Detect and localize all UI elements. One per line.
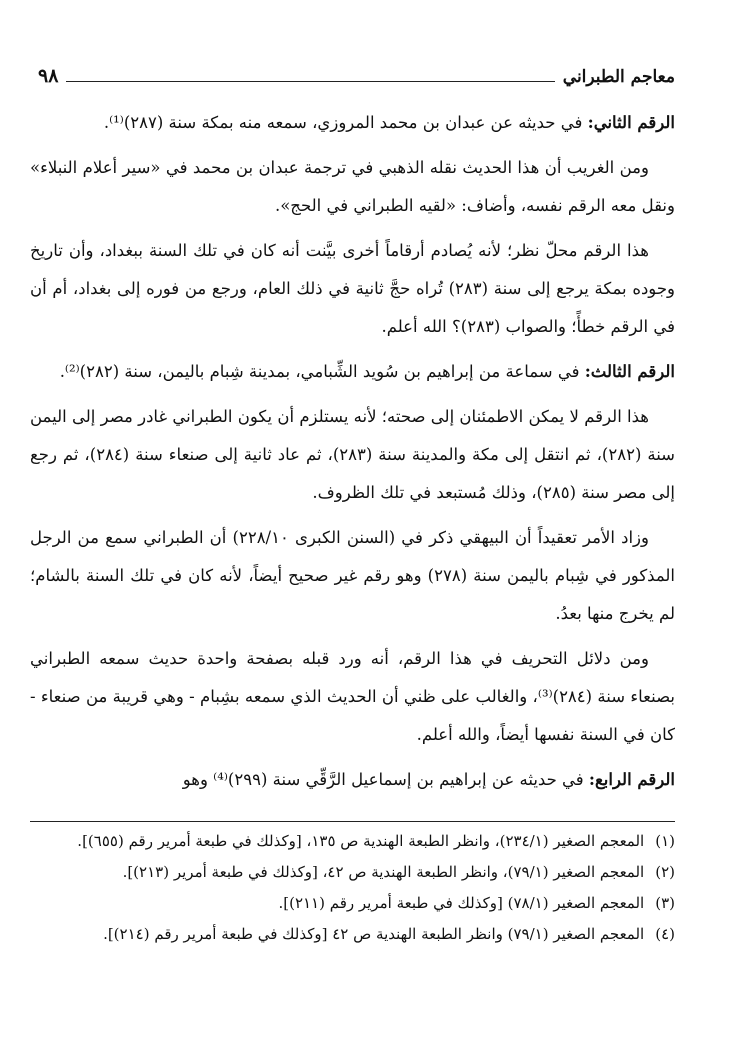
section-lead: الرقم الثالث: bbox=[584, 362, 675, 381]
footnote-number: (٣) bbox=[655, 894, 675, 912]
footnote bbox=[30, 888, 675, 919]
footnote-number: (١) bbox=[655, 832, 675, 850]
paragraph-text: في سماعة من إبراهيم بن سُويد الشِّبامي، بمدينة شِبام باليمن، سنة (٢٨٢)⁽²⁾. bbox=[59, 362, 585, 381]
paragraph bbox=[30, 232, 675, 346]
page bbox=[30, 58, 675, 806]
paragraph bbox=[30, 519, 675, 633]
footnote-text: المعجم الصغير (٢٣٤/١)، وانظر الطبعة الهندية ص ١٣٥، [وكذلك في طبعة أمرير رقم (٦٥٥)]. bbox=[77, 832, 645, 850]
running-title: معاجم الطبراني bbox=[562, 67, 675, 87]
paragraph-text: ومن دلائل التحريف في هذا الرقم، أنه ورد قبله بصفحة واحدة حديث سمعه الطبراني بصنعاء سنة (٢٨٤)⁽³⁾، والغالب على ظني أن الحديث الذي سمعه بشِبام - وهي قريبة من صنعاء - كان في السنة نفسها أيضاً، والله أعلم. bbox=[30, 649, 675, 744]
footnote-rule bbox=[30, 821, 675, 822]
page-header bbox=[30, 58, 675, 86]
paragraph-text: ومن الغريب أن هذا الحديث نقله الذهبي في ترجمة عبدان بن محمد في «سير أعلام النبلاء» ونقل معه الرقم نفسه، وأضاف: «لقيه الطبراني في الحج». bbox=[30, 158, 675, 215]
paragraph-text: في حديثه عن إبراهيم بن إسماعيل الرَّقِّي سنة (٢٩٩)⁽⁴⁾ وهو bbox=[182, 770, 589, 789]
paragraph-text: في حديثه عن عبدان بن محمد المروزي، سمعه منه بمكة سنة (٢٨٧)⁽¹⁾. bbox=[103, 113, 588, 132]
footnote-number: (٤) bbox=[655, 925, 675, 943]
footnote bbox=[30, 826, 675, 857]
section-lead: الرقم الثاني: bbox=[587, 113, 675, 132]
body-text bbox=[30, 104, 675, 799]
paragraph-text: هذا الرقم لا يمكن الاطمئنان إلى صحته؛ لأنه يستلزم أن يكون الطبراني غادر مصر إلى اليمن سنة (٢٨٢)، ثم انتقل إلى مكة والمدينة سنة (٢٨٣)، ثم عاد ثانية إلى صنعاء سنة (٢٨٤)، ثم رجع إلى مصر سنة (٢٨٥)، وذلك مُستبعد في تلك الظروف. bbox=[30, 407, 675, 502]
paragraph bbox=[30, 149, 675, 225]
paragraph bbox=[30, 640, 675, 754]
paragraph bbox=[30, 761, 675, 799]
footnote bbox=[30, 857, 675, 888]
header-rule bbox=[66, 81, 554, 82]
paragraph bbox=[30, 104, 675, 142]
footnote-text: المعجم الصغير (٧٩/١)، وانظر الطبعة الهندية ص ٤٢، [وكذلك في طبعة أمرير (٢١٣)]. bbox=[122, 863, 645, 881]
footnote-text: المعجم الصغير (٧٨/١) [وكذلك في طبعة أمرير رقم (٢١١)]. bbox=[278, 894, 645, 912]
page-number: ٩٨ bbox=[38, 65, 59, 87]
paragraph-text: هذا الرقم محلّ نظر؛ لأنه يُصادم أرقاماً أخرى بيَّنت أنه كان في تلك السنة ببغداد، وأن تاريخ وجوده بمكة يرجع إلى سنة (٢٨٣) تُراه حجَّ ثانية في ذلك العام، ورجع من فوره إلى بغداد، أم أن في الرقم خطأً؛ والصواب (٢٨٣)؟ الله أعلم. bbox=[30, 241, 676, 336]
footnote-text: المعجم الصغير (٧٩/١) وانظر الطبعة الهندية ص ٤٢ [وكذلك في طبعة أمرير رقم (٢١٤)]. bbox=[103, 925, 645, 943]
section-lead: الرقم الرابع: bbox=[588, 770, 675, 789]
paragraph bbox=[30, 353, 675, 391]
footnote bbox=[30, 919, 675, 950]
paragraph bbox=[30, 398, 675, 512]
footnotes bbox=[30, 821, 675, 950]
footnote-number: (٢) bbox=[655, 863, 675, 881]
paragraph-text: وزاد الأمر تعقيداً أن البيهقي ذكر في (السنن الكبرى ٢٢٨/١٠) أن الطبراني سمع من الرجل المذكور في شِبام باليمن سنة (٢٧٨) وهو رقم غير صحيح أيضاً، لأنه كان في تلك السنة بالشام؛ لم يخرج منها بعدُ. bbox=[30, 528, 675, 623]
